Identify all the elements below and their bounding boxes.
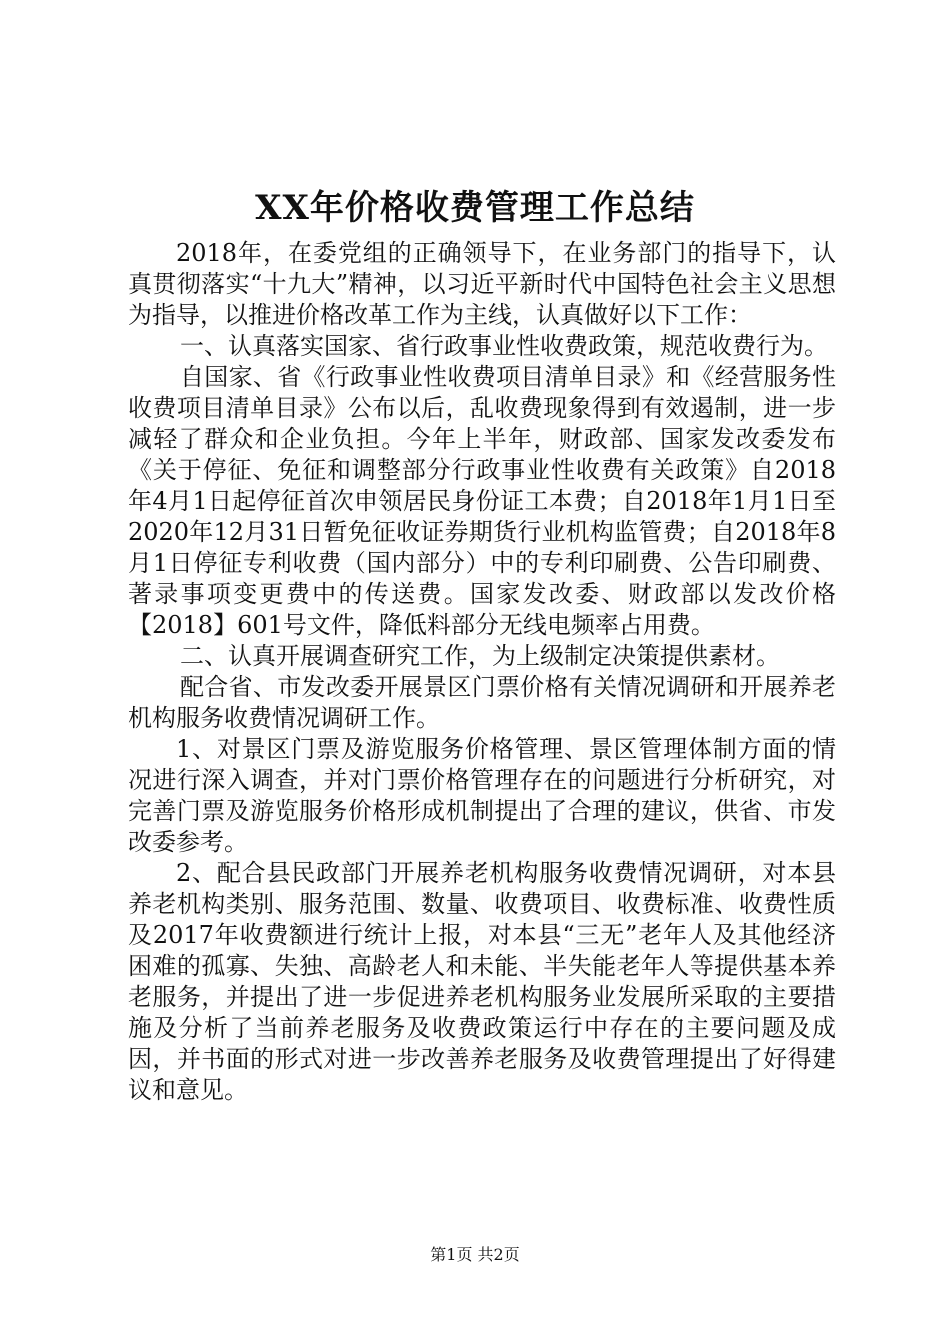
paragraph-research: 配合省、市发改委开展景区门票价格有关情况调研和开展养老机构服务收费情况调研工作。	[128, 673, 836, 732]
document-body	[128, 238, 836, 1106]
section-heading-2: 二、认真开展调查研究工作，为上级制定决策提供素材。	[180, 642, 780, 670]
section-heading-1: 一、认真落实国家、省行政事业性收费政策，规范收费行为。	[180, 332, 828, 360]
paragraph-item-2: 2、配合县民政部门开展养老机构服务收费情况调研，对本县养老机构类别、服务范围、数量、收费项目、收费标准、收费性质及2017年收费额进行统计上报，对本县“三无”老年人及其他经济困难的孤寡、失独、高龄老人和未能、半失能老年人等提供基本养老服务，并提出了进一步促进养老机构服务业发展所采取的主要措施及分析了当前养老服务及收费政策运行中存在的主要问题及成因，并书面的形式对进一步改善养老服务及收费管理提出了好得建议和意见。	[128, 859, 836, 1104]
page-number: 第1页 共2页	[430, 1245, 520, 1264]
paragraph-intro: 2018年，在委党组的正确领导下，在业务部门的指导下，认真贯彻落实“十九大”精神，以习近平新时代中国特色社会主义思想为指导，以推进价格改革工作为主线，认真做好以下工作：	[128, 239, 836, 329]
paragraph-fee-policy: 自国家、省《行政事业性收费项目清单目录》和《经营服务性收费项目清单目录》公布以后，乱收费现象得到有效遏制，进一步减轻了群众和企业负担。今年上半年，财政部、国家发改委发布《关于停征、免征和调整部分行政事业性收费有关政策》自2018年4月1日起停征首次申领居民身份证工本费；自2018年1月1日至2020年12月31日暂免征收证券期货行业机构监管费；自2018年8月1日停征专利收费（国内部分）中的专利印刷费、公告印刷费、著录事项变更费中的传送费。国家发改委、财政部以发改价格【2018】601号文件，降低料部分无线电频率占用费。	[128, 363, 836, 639]
paragraph-item-1: 1、对景区门票及游览服务价格管理、景区管理体制方面的情况进行深入调查，并对门票价格管理存在的问题进行分析研究，对完善门票及游览服务价格形成机制提出了合理的建议，供省、市发改委参考。	[128, 735, 836, 856]
document-title: XX年价格收费管理工作总结	[255, 188, 695, 228]
